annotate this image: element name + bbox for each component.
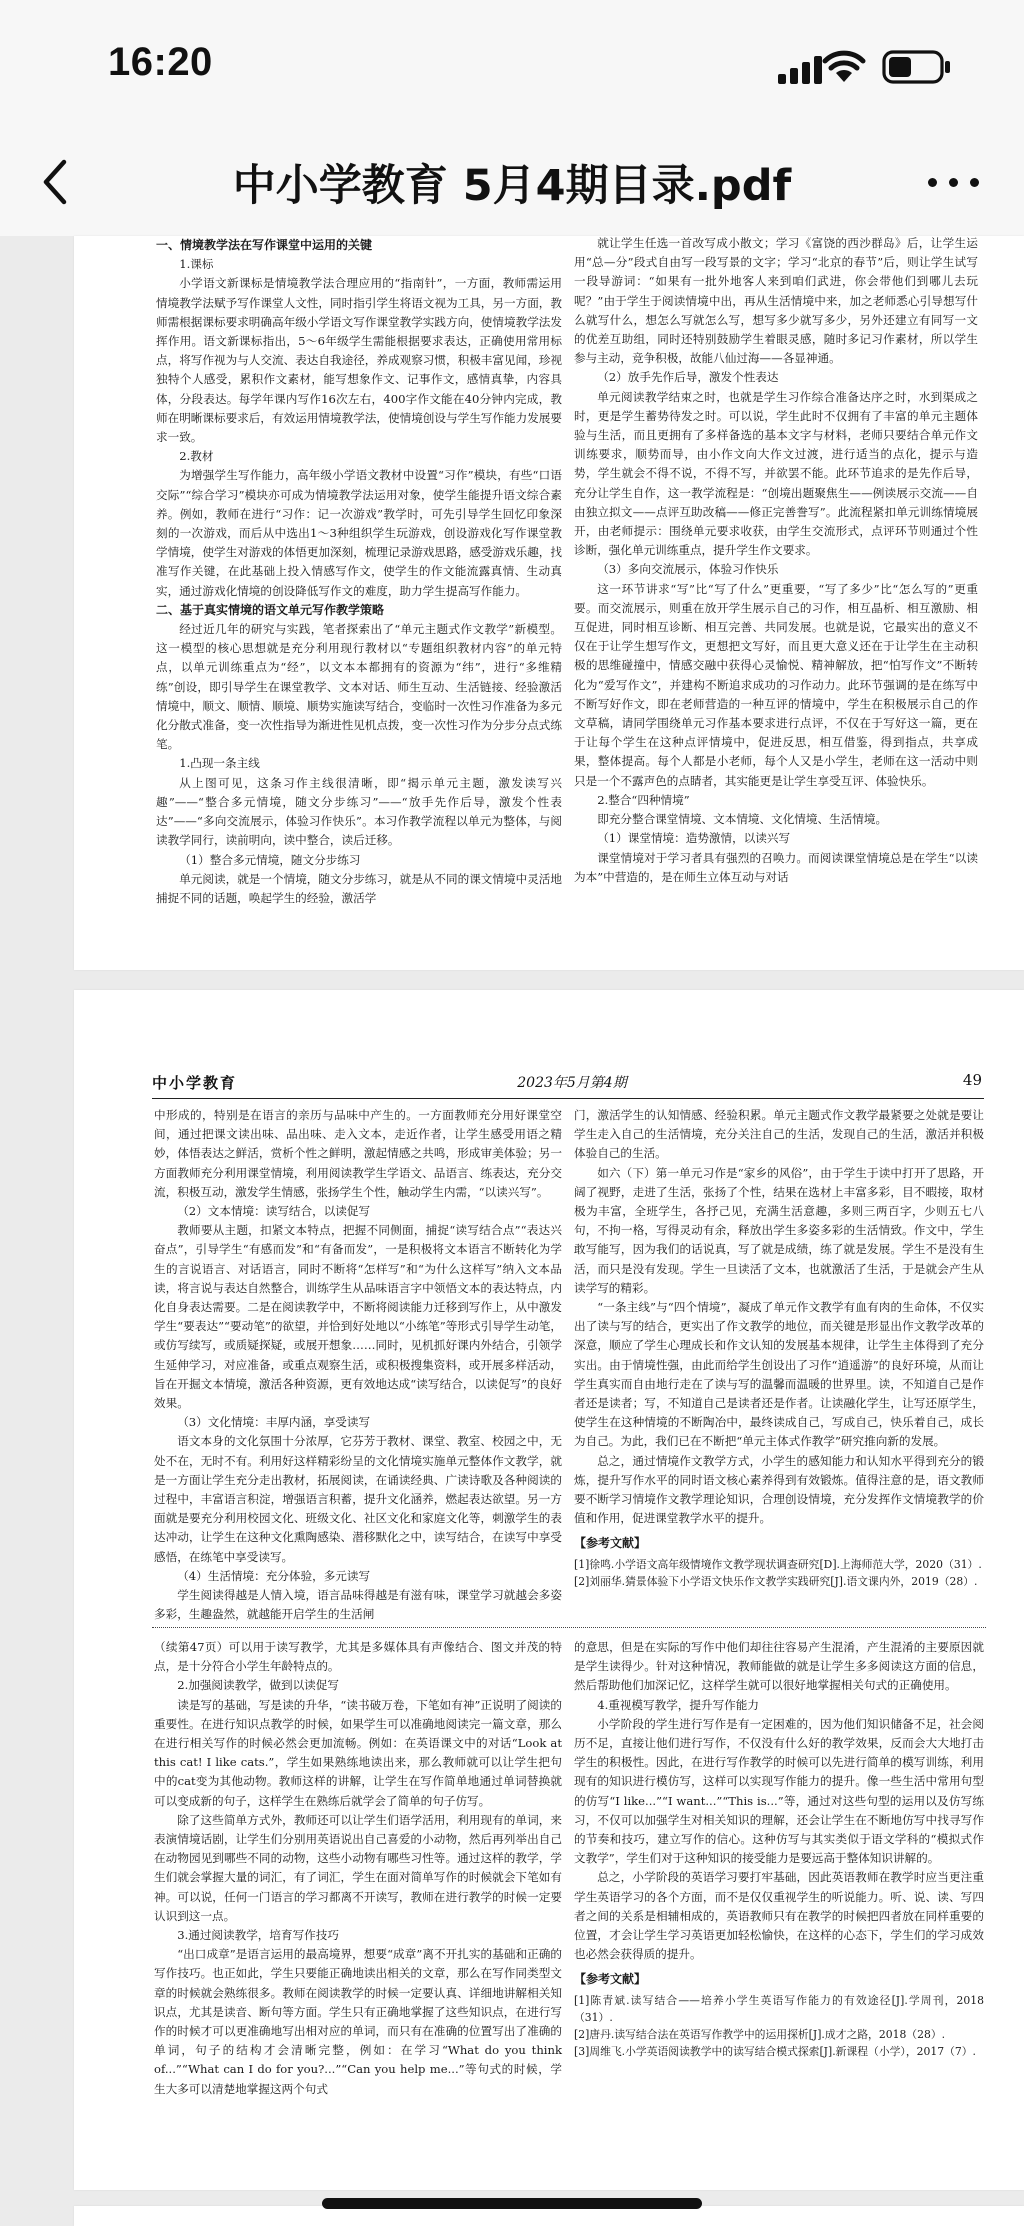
battery-icon [882,50,952,84]
pdf-page-3[interactable] [74,2206,1024,2226]
paragraph: 就让学生任选一首改写成小散文；学习《富饶的西沙群岛》后，让学生运用“总—分”段式自由写一段写景的文字；学习“北京的春节”后，则让学生试写一段导游词：“如果有一批外地客人来到咱们武进，你会带他们到哪儿去玩呢？”由于学生于阅读情境中出，再从生活情境中来，加之老师悉心引导想写什么就写什么，想怎么写就怎么写，想写多少就写多少，另外还建立有同写一文的优差互助组，同时还特别鼓励学生着眼灵感，随时多记习作素材，所以学生参与主动，竞争积极，故能八仙过海——各显神通。 [574,236,978,366]
paragraph: 从上图可见，这条习作主线很清晰，即“揭示单元主题，激发读写兴趣”——“整合多元情境，随文分步练习”——“放手先作后导，激发个性表达”——“多向交流展示，体验习作快乐”。本习作教学流程以单元为整体，与阅读教学同行，读前明向，读中整合，读后迁移。 [156,775,562,848]
page1-right-column [574,236,978,964]
paragraph: 总之，通过情境作文教学方式，小学生的感知能力和认知水平得到充分的锻炼，提升写作水平的同时语文核心素养得到有效锻炼。值得注意的是，语文教师要不断学习情境作文教学理论知识，合理创设情境，充分发挥作文情境教学的价值和作用，促进课堂教学水平的提升。 [574,1453,984,1526]
paragraph: 教师要从主题，扣紧文本特点，把握不同侧面，捕捉“读写结合点”“表达兴奋点”，引导学生“有感而发”和“有备而发”，一是积极将文本语言不断转化为学生的言说语言、对话语言，同时不断将“怎样写”和“为什么这样写”纳入文本品读，将言说与表达自然整合，训练学生从品味语言字中领悟文本的表达特点，内化自身表达需要。二是在阅读教学中，不断将阅读能力迁移到写作上，从中激发学生“要表达”“要动笔”的欲望，并恰到好处地以“小练笔”等形式引导学生动笔，或仿写续写，或质疑探疑，或展开想象……同时，见机抓好课内外结合，引领学生延伸学习，对应准备，或重点观察生活，或积极搜集资料，或开展多样活动，旨在开掘文本情境，激活各种资源，更有效地达成“读写结合，以读促写”的良好效果。 [154,1223,562,1411]
subsection-heading: （3）文化情境：丰厚内涵，享受读写 [177,1415,371,1430]
subsection-heading: 2.加强阅读教学，做到以读促写 [177,1678,339,1693]
paragraph-continued: 中形成的，特别是在语言的亲历与品味中产生的。一方面教师充分用好课堂空间，通过把课文读出味、品出味、走入文本，走近作者，让学生感受用语之精妙，体悟表达之鲜活，赏析个性之鲜明，激起情感之共鸣，形成审美体验；另一方面教师充分利用课堂情境，利用阅读教学生学语文、品语言、练表达，充分交流，积极互动，激发学生情感，张扬学生个性，触动学生内需，“以读兴写”。 [154,1108,562,1199]
subsection-heading: （1）整合多元情境，随文分步练习 [179,852,361,867]
subsection-heading: 3.通过阅读教学，培育写作技巧 [177,1928,339,1943]
pdf-page-2[interactable] [74,990,1024,2190]
subsection-heading: （3）多向交流展示，体验习作快乐 [597,562,779,577]
page-number: 49 [962,1071,982,1089]
reference-entry: [3]周维飞.小学英语阅读教学中的读写结合模式探索[J].新课程（小学），2017（7）. [574,2044,976,2058]
subsection-heading: （2）放手先作后导，激发个性表达 [597,370,779,385]
subsection-heading: （2）文本情境：读写结合，以读促写 [177,1204,371,1219]
paragraph: 总之，小学阶段的英语学习要打牢基础，因此英语教师在教学时应当更注重学生英语学习的各个方面，而不是仅仅重视学生的听说能力。听、说、读、写四者之间的关系是相辅相成的，英语教师只有在教学的时候把四者放在同样重要的位置，才会让学生学习英语更加轻松愉快，在这样的心态下，学生们的学习成效也必然会获得质的提升。 [574,1870,984,1962]
paragraph-continued: 的意思，但是在实际的写作中他们却往往容易产生混淆，产生混淆的主要原因就是学生读得少。针对这种情况，教师能做的就是让学生多多阅读这方面的信息，然后帮助他们加深记忆，这样学生就可以很好地掌握相关句式的正确使用。 [574,1640,984,1693]
page2-top-right-column [574,1106,984,1618]
paragraph: 小学语文新课标是情境教学法合理应用的“指南针”，一方面，教师需运用情境教学法赋予写作课堂人文性，同时指引学生将语文视为工具，另一方面，教师需根据课标要求明确高年级小学语文写作课堂教学实践方向，使情境教学法发挥作用。语文新课标指出，5～6年级学生需能根据要求表达，正确使用常用标点，将写作视为与人交流、表达自我途径，养成观察习惯，积极丰富见闻，珍视独特个人感受，累积作文素材，能写想象作文、记事作文，感情真挚，内容具体，分段表达。每学年课内写作16次左右，400字作文能在40分钟内完成，教师在明晰课标要求后，有效运用情境教学法，使情境创设与学生写作能力发展要求一致。 [156,276,562,445]
subsection-heading: 1.课标 [179,257,214,272]
home-indicator[interactable] [322,2198,702,2209]
chevron-left-icon[interactable] [30,154,86,210]
subsection-heading: 4.重视模写教学，提升写作能力 [597,1697,759,1712]
references-heading: 【参考文献】 [574,1536,647,1551]
paragraph: 如六（下）第一单元习作是“家乡的风俗”，由于学生于读中打开了思路，开阔了视野，走进了生活，张扬了个性，结果在选材上丰富多彩，目不暇接，取材极为丰富，全班学生，各抒己见，充满生活意趣，多则三两百字，少则五七八句，不拘一格，写得灵动有余，释放出学生多姿多彩的生活情致。作文中，学生敢写能写，因为我们的话说真，写了就是成绩，练了就是发展。学生不是没有生活，而只是没有发现。学生一旦读活了文本，也就激活了生活，于是就会产生从读学写的精彩。 [574,1165,984,1295]
paragraph: “一条主线”与“四个情境”，凝成了单元作文教学有血有肉的生命体，不仅实出了读与写的结合，更实出了作文教学的地位，而关键是形显出作文教学改革的深意，顺应了学生心理成长和作文认知的发展基本规律，让学生主体得到了充分实出。由于情境性强，由此而给学生创设出了习作“逍遥游”的良好环境，从而让学生真实而自由地行走在了读与写的温馨而温暖的世界里。读，不知道自己是作者还是读者；写，不知道自己是读者还是作者。让读融化学生，让写还原学生，使学生在这种情境的不断陶冶中，最终读成自己，写成自己，快乐着自己，成长为自己。为此，我们已在不断把“单元主体式作教学”研究推向新的发展。 [574,1300,984,1449]
subsection-heading: 2.整合“四种情境” [597,792,690,807]
paragraph: 为增强学生写作能力，高年级小学语文教材中设置“习作”模块，有些“口语交际”“综合学习”模块亦可成为情境教学法运用对象，使学生能提升语文综合素养。例如，教师在进行“习作：记一次游戏”教学时，可先引导学生回忆印象深刻的一次游戏，而后从中选出1～3种组织学生玩游戏，创设游戏化写作课堂教学情境，使学生对游戏的体悟更加深刻，梳理记录游戏思路，感受游戏乐趣，找准写作关键，在此基础上投入情感写作文，使学生的作文能流露真情、生动真实，通过游戏化情境的创设降低写作文的难度，助力学生提高写作能力。 [156,468,562,598]
page2-bottom-right-column [574,1638,984,2188]
article-divider [152,1627,986,1628]
subsection-heading: 2.教材 [179,449,214,464]
paragraph: 单元阅读，就是一个情境，随文分步练习，就是从不同的课文情境中灵活地捕捉不同的话题，唤起学生的经验，激活学 [156,871,562,905]
document-title: 中小学教育 5月4期目录.pdf [232,161,792,211]
journal-name: 中小学教育 [152,1074,238,1092]
page2-bottom-left-column [154,1638,562,2188]
paragraph: 单元阅读教学结束之时，也就是学生习作综合准备达序之时，水到渠成之时，更是学生蓄势待发之时。可以说，学生此时不仅拥有了丰富的单元主题体验与生活，而且更拥有了多样备选的基本文字与材料，老师只要结合单元作文训练要求，顺势而导，由小作文向大作文过渡，进行适当的点化，提示与造势，学生就会不得不说，不得不写，并欲罢不能。此环节追求的是先作后导，充分让学生自作，这一教学流程是：“创境出题聚焦生——例读展示交流——自由独立拟文——点评互助改稿——修正完善誊写”。此流程紧扣单元训练情境展开，由老师提示：围绕单元要求收获，由学生交流形式，点评环节则通过个性诊断，强化单元训练重点，提升学生作文要求。 [574,389,978,558]
page2-top-left-column [154,1106,562,1622]
reference-entry: [2]刘丽华.猜景体验下小学语文快乐作文教学实践研究[J].语文课内外，2019（28）. [574,1574,978,1588]
paragraph-continued: （续第47页）可以用于读写教学，尤其是多媒体具有声像结合、图文并茂的特点，是十分符合小学生年龄特点的。 [154,1640,562,1674]
status-time: 16:20 [108,40,213,84]
paragraph: 学生阅读得越是人情入境，语言品味得越是有滋有味，课堂学习就越会多姿多彩，生趣盎然，就越能开启学生的生活闸 [154,1588,562,1622]
cellular-signal-icon [778,54,826,84]
nav-bar [0,128,1024,236]
wifi-icon [822,50,866,84]
subsection-heading: （4）生活情境：充分体验，多元读写 [177,1568,371,1583]
status-bar [0,0,1024,128]
references-heading: 【参考文献】 [574,1972,647,1987]
running-head [152,1068,984,1099]
paragraph: 这一环节讲求“写”比“写了什么”更重要，“写了多少”比“怎么写的”更重要。而交流展示，则重在放开学生展示自己的习作，相互晶析、相互激励、相互促进，同时相互诊断、相互完善、共同发展。也就是说，它最实出的意义不仅在于让学生想写作文，更想把文写好，而且更大意义还在于让学生在主动积极的思维碰撞中，情感交融中获得心灵愉悦、精神解放，把“怕写作文”不断转化为“爱写作文”，并建构不断追求成功的习作动力。此环节强调的是在练写中不断写好作文，即在老师营造的一种互评的情境中，学生在积极展示自己的作文草稿，请同学围绕单元习作基本要求进行点评，不仅在于写好这一篇，更在于让每个学生在这种点评情境中，促进反思，相互借鉴，得到指点，共享成果，整体提高。每个人都是小老师，每个人又是小学生，老师在这一活动中则只是一个不露声色的点睛者，其实能更是让学生享受互评、体验快乐。 [574,581,978,788]
paragraph: “出口成章”是语言运用的最高境界，想要“成章”离不开扎实的基础和正确的写作技巧。也正如此，学生只要能正确地读出相关的文章，那么在写作同类型文章的时候就会熟练很多。教师在阅读教学的时候一定要认真、详细地讲解相关知识点，尤其是读音、断句等方面。学生只有正确地掌握了这些知识点，在进行写作的时候才可以更准确地写出相对应的单词，而只有在准确的位置写出了准确的单词，句子的结构才会清晰完整，例如：在学习“What do you think of...”“What can I do for you?...”“Can you help me...”等句式的时候，学生大多可以清楚地掌握这两个句式 [154,1947,562,2096]
paragraph: 除了这些简单方式外，教师还可以让学生们语学活用，利用现有的单词，来表演情境话剧，让学生们分别用英语说出自己喜爱的小动物，然后再列举出自己在动物园见到哪些不同的动物，这些小动物有哪些习性等。通过这样的教学，学生们就会掌握大量的词汇，有了词汇，学生在面对简单写作的时候就会下笔如有神。可以说，任何一门语言的学习都离不开读写，教师在进行教学的时候一定要认识到这一点。 [154,1812,562,1923]
subsection-heading: （1）课堂情境：造势激情，以读兴写 [597,831,791,846]
paragraph-continued: 门，激活学生的认知情感、经验积累。单元主题式作文教学最紧要之处就是要让学生走入自己的生活情境，充分关注自己的生活，发现自己的生活，激活并积极体验自己的生活。 [574,1108,984,1161]
paragraph: 即充分整合课堂情境、文本情境、文化情境、生活情境。 [597,812,888,827]
subsection-heading: 1.凸现一条主线 [179,756,260,771]
paragraph: 读是写的基础，写是读的升华，“读书破万卷，下笔如有神”正说明了阅读的重要性。在进行知识点教学的时候，如果学生可以准确地阅读完一篇文章，那么在进行相关写作的时候必然会更加流畅。例如：在英语课文中的对话“Look at this cat! I like cats.”，学生如果熟练地读出来，那么教师就可以让学生把句中的cat变为其他动物。教师这样的讲解，让学生在写作简单地通过单词替换就可以变成新的句子，这样学生在熟练后就学会了简单的句子仿写。 [154,1697,562,1808]
paragraph: 经过近几年的研究与实践，笔者探索出了“单元主题式作文教学”新模型。这一模型的核心思想就是充分利用现行教材以“专题组织教材内容”的单元特点，以单元训练重点为“经”，以文本本都拥有的资源为“纬”，进行“多维精练”创设，即引导学生在课堂教学、文本对话、师生互动、生活链接、经验激活情境中，顺文、顺情、顺境、顺势实施读写结合，变临时一次性习作准备为多元化分散式准备，变一次性指导为渐进性见机点拨，变一次性习作为分步分点式练笔。 [156,622,562,752]
paragraph: 课堂情境对于学习者具有强烈的召唤力。而阅读课堂情境总是在学生“以读为本”中营造的，是在师生立体互动与对话 [574,850,978,884]
reference-entry: [2]唐丹.读写结合法在英语写作教学中的运用探析[J].成才之路，2018（28）. [574,2027,946,2041]
reference-entry: [1]徐鸣.小学语文高年级情境作文教学现状调查研究[D].上海师范大学，2020（31）. [574,1557,982,1571]
paragraph: 小学阶段的学生进行写作是有一定困难的，因为他们知识储备不足，社会阅历不足，直接让他们进行写作，不仅没有什么好的教学效果，反而会大大地打击学生的积极性。因此，在进行写作教学的时候可以先进行简单的模写训练，利用现有的知识进行模仿写，这样可以实现写作能力的提升。像一些生活中常用句型的仿写“I like...”“I want...”“This is...”等，通过对这些句型的运用以及仿写练习，不仅可以加强学生对相关知识的理解，还会让学生在不断地仿写中找寻写作的节奏和技巧，建立写作的信心。这种仿写与其实类似于语文学科的“模拟式作文教学”，学生们对于这种知识的接受能力是要远高于整体知识讲解的。 [574,1716,984,1866]
ellipsis-icon[interactable] [922,156,986,208]
issue-label: 2023年5月第4期 [517,1075,627,1091]
page1-left-column [156,236,562,966]
paragraph: 语文本身的文化氛围十分浓厚，它芬芳于教材、课堂、教室、校园之中，无处不在，无时不有。利用好这样精彩纷呈的文化情境实施单元整体作文教学，就是一方面让学生充分走出教材，拓展阅读，在诵读经典、广读诗歌及各种阅读的过程中，丰富语言积淀，增强语言积蓄，提升文化涵养，燃起表达欲望。另一方面就是要充分利用校园文化、班级文化、社区文化和家庭文化等，刺激学生的表达冲动，让学生在这种文化熏陶感染、潜移默化之中，读写结合，在读写中享受感悟，在练笔中享受读写。 [154,1434,562,1564]
pdf-page-1[interactable] [74,236,1024,970]
section-heading: 一、情境教学法在写作课堂中运用的关键 [156,238,373,252]
section-heading: 二、基于真实情境的语文单元写作教学策略 [156,602,385,617]
reference-entry: [1]陈青斌.读写结合——培养小学生英语写作能力的有效途径[J].学周刊，2018（31）. [574,1993,984,2024]
